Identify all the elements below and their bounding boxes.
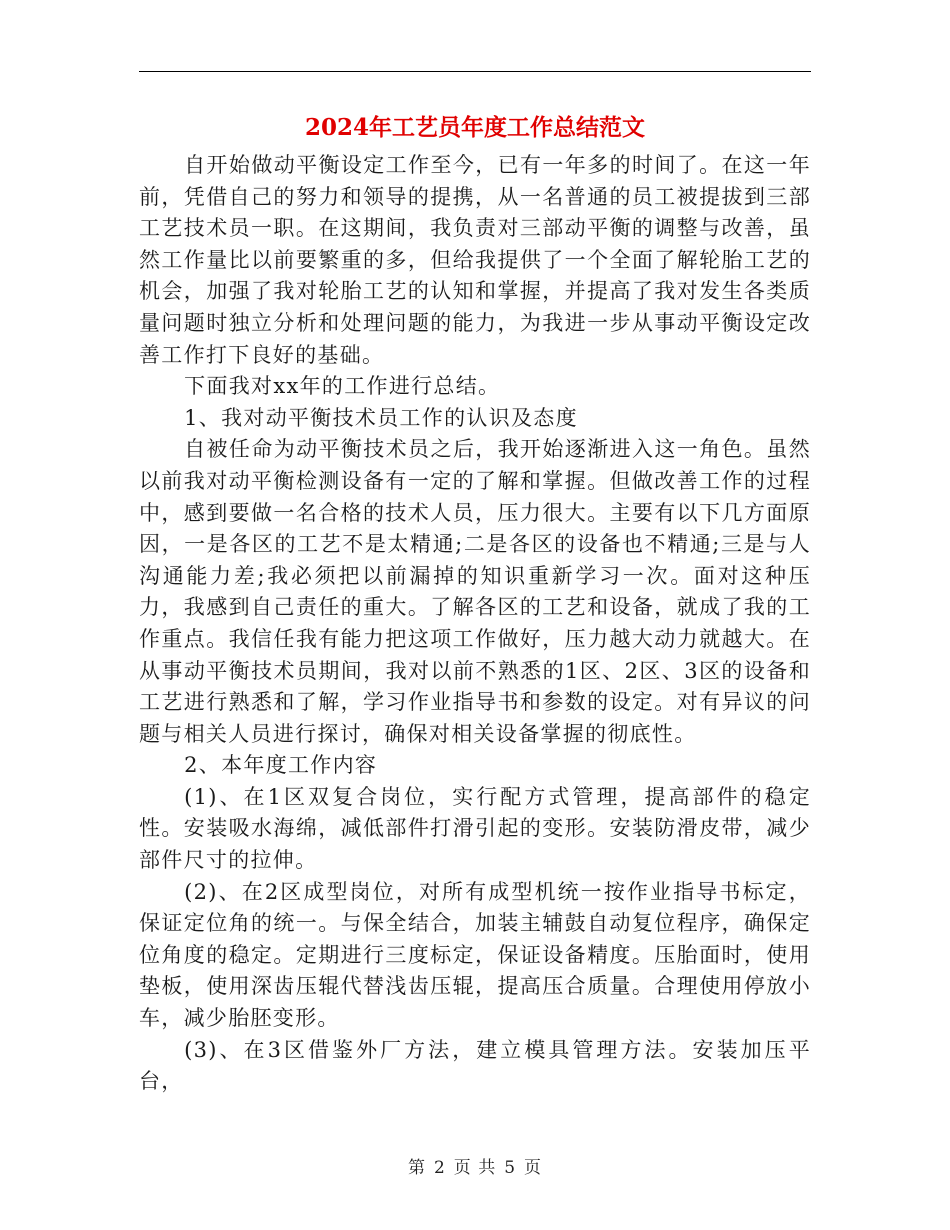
paragraph-item-1: (1)、在1区双复合岗位，实行配方式管理，提高部件的稳定性。安装吸水海绵，减低部件打滑引起的变形。安装防滑皮带，减少部件尺寸的拉伸。 [139,784,811,873]
paragraph-item-2: (2)、在2区成型岗位，对所有成型机统一按作业指导书标定，保证定位角的统一。与保全结合，加装主辅鼓自动复位程序，确保定位角度的稳定。定期进行三度标定，保证设备精度。压胎面时，使用垫板，使用深齿压辊代替浅齿压辊，提高压合质量。合理使用停放小车，减少胎胚变形。 [139,879,811,1031]
footer-mid: 页 共 [453,1158,497,1178]
header-rule [139,71,811,72]
section-heading-2: 2、本年度工作内容 [184,753,378,778]
paragraph-section-1: 自被任命为动平衡技术员之后，我开始逐渐进入这一角色。虽然以前我对动平衡检测设备有一定的了解和掌握。但做改善工作的过程中，感到要做一名合格的技术人员，压力很大。主要有以下几方面原因，一是各区的工艺不是太精通;二是各区的设备也不精通;三是与人沟通能力差;我必须把以前漏掉的知识重新学习一次。面对这种压力，我感到自己责任的重大。了解各区的工艺和设备，就成了我的工作重点。我信任我有能力把这项工作做好，压力越大动力就越大。在从事动平衡技术员期间，我对以前不熟悉的1区、2区、3区的设备和工艺进行熟悉和了解，学习作业指导书和参数的设定。对有异议的问题与相关人员进行探讨，确保对相关设备掌握的彻底性。 [139,437,811,746]
paragraph-summary-lead: 下面我对xx年的工作进行总结。 [184,374,501,399]
page-footer [0,1153,950,1178]
paragraph-intro: 自开始做动平衡设定工作至今，已有一年多的时间了。在这一年前，凭借自己的努力和领导的提携，从一名普通的员工被提拔到三部工艺技术员一职。在这期间，我负责对三部动平衡的调整与改善，虽然工作量比以前要繁重的多，但给我提供了一个全面了解轮胎工艺的机会，加强了我对轮胎工艺的认知和掌握，并提高了我对发生各类质量问题时独立分析和处理问题的能力，为我进一步从事动平衡设定改善工作打下良好的基础。 [139,153,811,367]
paragraph-item-3: (3)、在3区借鉴外厂方法，建立模具管理方法。安装加压平台， [139,1037,811,1094]
document-body [139,150,811,1098]
section-heading-1: 1、我对动平衡技术员工作的认识及态度 [184,405,578,430]
document-title: 2024年工艺员年度工作总结范文 [304,114,645,141]
footer-suffix: 页 [524,1158,543,1178]
footer-total-pages: 5 [504,1158,517,1178]
footer-prefix: 第 [407,1158,426,1178]
footer-current-page: 2 [433,1158,446,1178]
